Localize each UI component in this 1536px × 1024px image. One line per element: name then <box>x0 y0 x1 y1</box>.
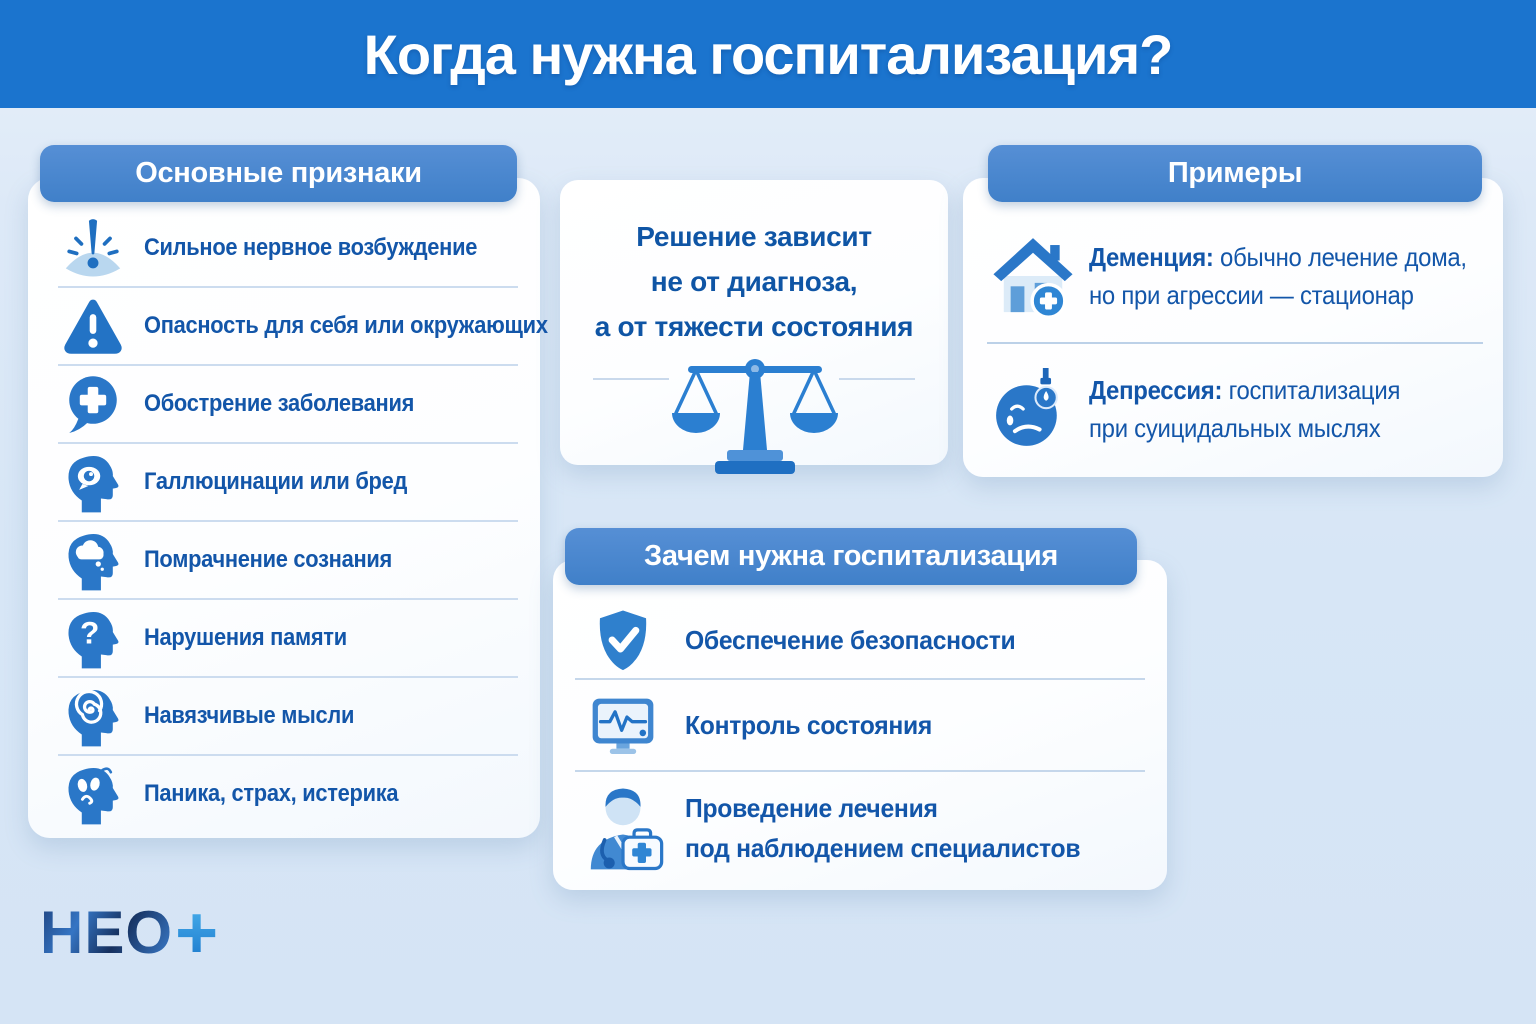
head-question-icon <box>58 604 128 672</box>
decision-text <box>560 214 948 349</box>
list-item <box>58 444 518 522</box>
purpose-panel-header <box>565 528 1137 585</box>
signs-panel-title: Основные признаки <box>135 157 422 189</box>
example-term: Депрессия: <box>1089 375 1223 406</box>
list-item <box>58 600 518 678</box>
divider-line <box>839 378 915 380</box>
example-text-2: при суицидальных мыслях <box>1089 413 1381 444</box>
list-item <box>58 756 518 832</box>
example-text-1: обычно лечение дома, <box>1220 241 1467 272</box>
balance-scale-icon <box>670 358 840 476</box>
list-item <box>987 210 1483 344</box>
brand-logo <box>40 890 219 974</box>
head-spiral-icon <box>58 682 128 750</box>
purpose-item-label: Обеспечение безопасности <box>685 625 1016 656</box>
logo-plus-icon: + <box>175 890 219 974</box>
head-eye-icon <box>58 448 128 516</box>
sign-item-label: Галлюцинации или бред <box>144 468 408 495</box>
sign-item-label: Обострение заболевания <box>144 390 415 417</box>
list-item <box>58 366 518 444</box>
logo-text: НЕО <box>40 899 174 966</box>
list-item <box>58 210 518 288</box>
decision-line-3: а от тяжести состояния <box>594 311 914 342</box>
example-item-text <box>1089 371 1400 447</box>
sad-face-icon <box>987 363 1079 455</box>
list-item <box>58 678 518 756</box>
example-text-2: но при агрессии — стационар <box>1089 279 1414 310</box>
medical-bubble-icon <box>58 370 128 438</box>
decision-line-1: Решение зависит <box>636 221 872 252</box>
list-item <box>58 522 518 600</box>
sign-item-label: Помрачнение сознания <box>144 546 393 573</box>
house-plus-icon <box>987 230 1079 322</box>
list-item <box>575 772 1145 884</box>
decision-line-2: не от диагноза, <box>650 266 858 297</box>
list-item <box>58 288 548 366</box>
purpose-item-label: Контроль состояния <box>685 710 933 741</box>
purpose-panel <box>553 560 1167 890</box>
svg-text:?: ? <box>80 614 100 651</box>
warning-triangle-icon <box>58 292 128 360</box>
sign-item-label: Сильное нервное возбуждение <box>144 234 478 261</box>
signs-panel-header <box>40 145 517 202</box>
monitor-heartbeat-icon <box>575 692 671 758</box>
sign-item-label: Паника, страх, истерика <box>144 780 399 807</box>
purpose-item-line-2: под наблюдением специалистов <box>685 832 1081 863</box>
example-term: Деменция: <box>1089 241 1214 272</box>
examples-panel-title: Примеры <box>1167 157 1303 189</box>
excitement-icon <box>58 214 128 282</box>
purpose-panel-title: Зачем нужна госпитализация <box>644 540 1058 572</box>
list-item <box>987 344 1483 476</box>
shield-check-icon <box>575 606 671 674</box>
doctor-icon <box>575 781 671 875</box>
examples-panel-header <box>988 145 1482 202</box>
signs-list <box>58 210 548 832</box>
page-title: Когда нужна госпитализация? <box>363 22 1173 86</box>
list-item <box>575 602 1145 680</box>
panic-face-icon <box>58 760 128 828</box>
sign-item-label: Навязчивые мысли <box>144 702 355 729</box>
list-item <box>575 680 1145 771</box>
purpose-list <box>575 602 1145 884</box>
examples-list <box>987 210 1483 475</box>
example-text-1: госпитализация <box>1228 375 1401 406</box>
examples-panel <box>963 178 1503 477</box>
example-item-text <box>1089 238 1467 314</box>
divider-line <box>593 378 669 380</box>
purpose-item-label <box>685 788 1080 868</box>
sign-item-label: Нарушения памяти <box>144 624 347 651</box>
signs-panel <box>28 178 548 838</box>
head-cloud-icon <box>58 526 128 594</box>
purpose-item-line-1: Проведение лечения <box>685 792 938 823</box>
sign-item-label: Опасность для себя или окружающих <box>144 312 548 339</box>
header-banner <box>0 0 1536 108</box>
